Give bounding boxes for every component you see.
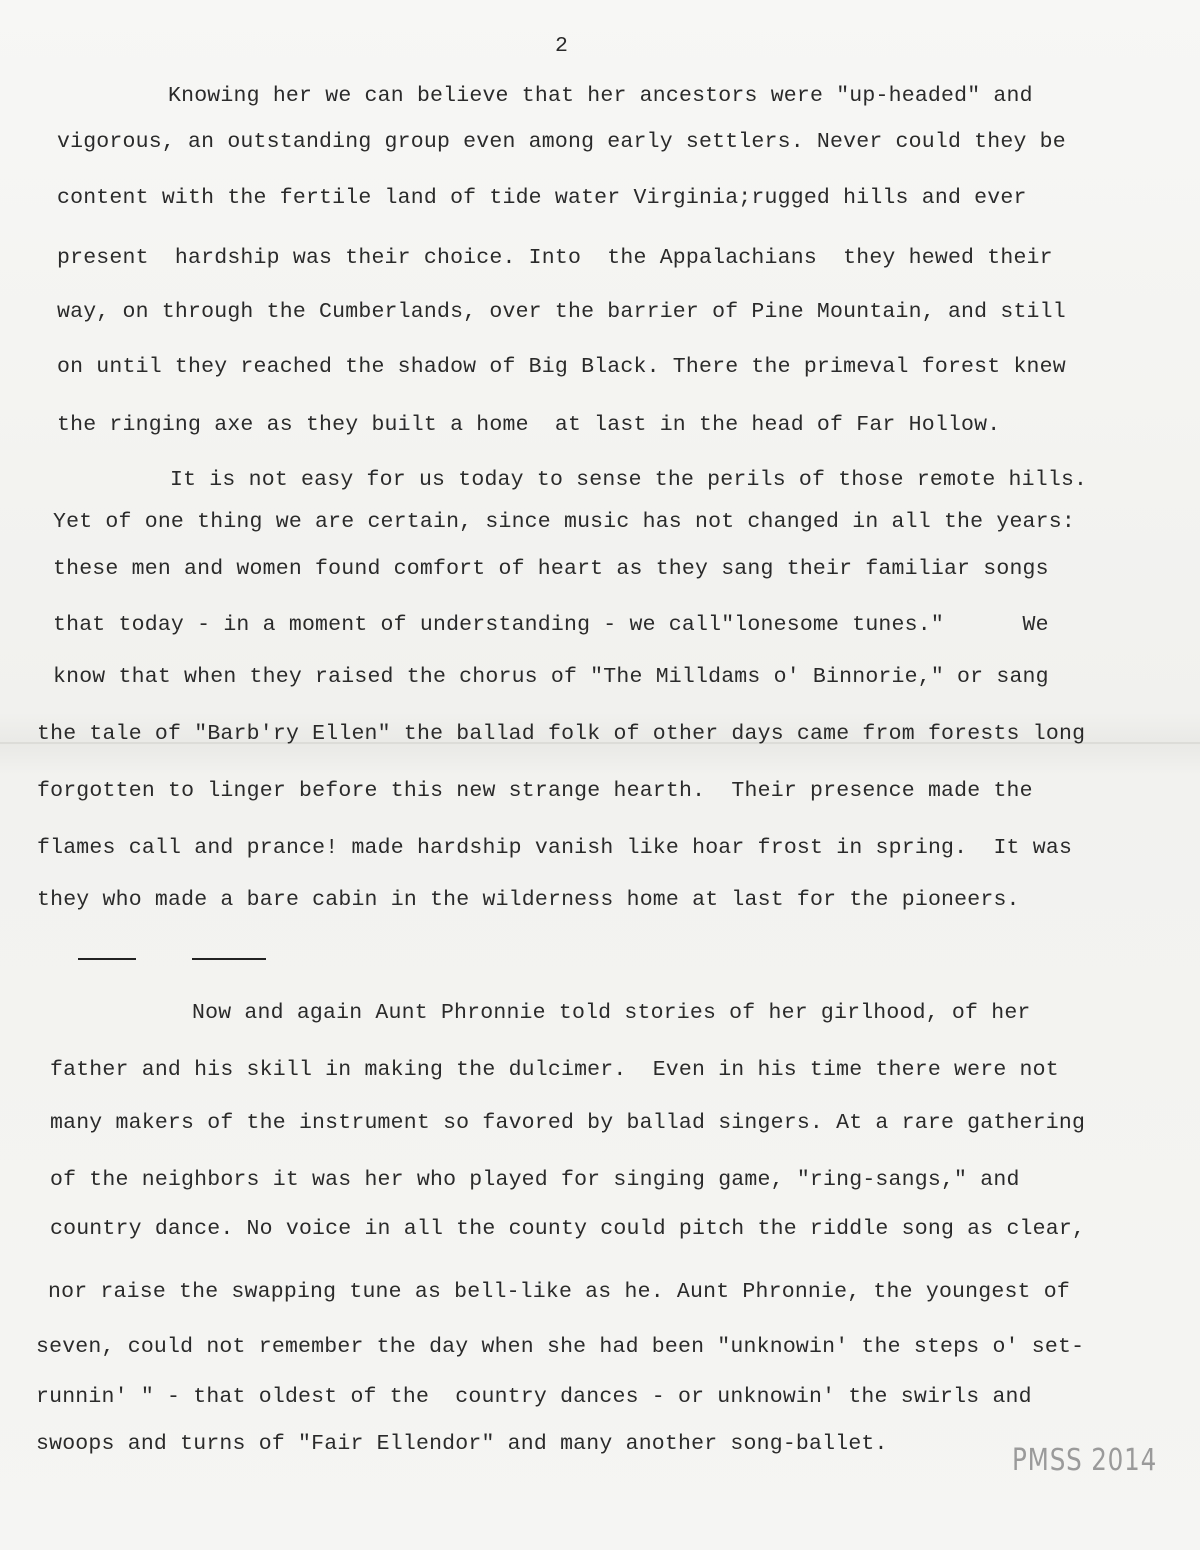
paragraph-1-line-3: content with the fertile land of tide water Virginia;rugged hills and ever: [57, 186, 1027, 210]
paragraph-1-line-4: present hardship was their choice. Into the Appalachians they hewed their: [57, 246, 1053, 270]
paragraph-1-line-5: way, on through the Cumberlands, over the barrier of Pine Mountain, and still: [57, 300, 1066, 324]
paragraph-2-line-3: these men and women found comfort of heart as they sang their familiar songs: [53, 557, 1049, 581]
section-divider-left: [78, 958, 136, 960]
paragraph-3-line-5: country dance. No voice in all the county could pitch the riddle song as clear,: [50, 1217, 1086, 1241]
paragraph-2-line-2: Yet of one thing we are certain, since music has not changed in all the years:: [53, 510, 1075, 534]
paragraph-2-line-1: It is not easy for us today to sense the perils of those remote hills.: [170, 468, 1088, 492]
paragraph-3-line-4: of the neighbors it was her who played for singing game, "ring-sangs," and: [50, 1168, 1020, 1192]
paragraph-2-line-6: the tale of "Barb'ry Ellen" the ballad folk of other days came from forests long: [37, 722, 1086, 746]
page-number: 2: [555, 34, 569, 58]
paragraph-3-line-3: many makers of the instrument so favored by ballad singers. At a rare gathering: [50, 1111, 1086, 1135]
paragraph-3-line-8: runnin' " - that oldest of the country dances - or unknowin' the swirls and: [36, 1385, 1032, 1409]
paragraph-1-line-1: Knowing her we can believe that her ancestors were "up-headed" and: [168, 84, 1033, 108]
paragraph-2-line-9: they who made a bare cabin in the wilderness home at last for the pioneers.: [37, 888, 1020, 912]
section-divider-right: [192, 958, 266, 960]
paragraph-3-line-6: nor raise the swapping tune as bell-like as he. Aunt Phronnie, the youngest of: [48, 1280, 1070, 1304]
paragraph-1-line-7: the ringing axe as they built a home at last in the head of Far Hollow.: [57, 413, 1001, 437]
paragraph-2-line-8: flames call and prance! made hardship vanish like hoar frost in spring. It was: [37, 836, 1073, 860]
paragraph-3-line-2: father and his skill in making the dulcimer. Even in his time there were not: [50, 1058, 1059, 1082]
paragraph-2-line-5: know that when they raised the chorus of "The Milldams o' Binnorie," or sang: [53, 665, 1049, 689]
paragraph-2-line-7: forgotten to linger before this new strange hearth. Their presence made the: [37, 779, 1033, 803]
paragraph-3-line-9: swoops and turns of "Fair Ellendor" and many another song-ballet.: [36, 1432, 888, 1456]
paragraph-1-line-6: on until they reached the shadow of Big Black. There the primeval forest knew: [57, 355, 1066, 379]
archive-watermark: PMSS 2014: [1012, 1443, 1158, 1478]
paragraph-1-line-2: vigorous, an outstanding group even among early settlers. Never could they be: [57, 130, 1066, 154]
paragraph-2-line-4: that today - in a moment of understanding - we call"lonesome tunes." We: [53, 613, 1049, 637]
paragraph-3-line-1: Now and again Aunt Phronnie told stories of her girlhood, of her: [192, 1001, 1031, 1025]
paragraph-3-line-7: seven, could not remember the day when she had been "unknowin' the steps o' set-: [36, 1335, 1085, 1359]
